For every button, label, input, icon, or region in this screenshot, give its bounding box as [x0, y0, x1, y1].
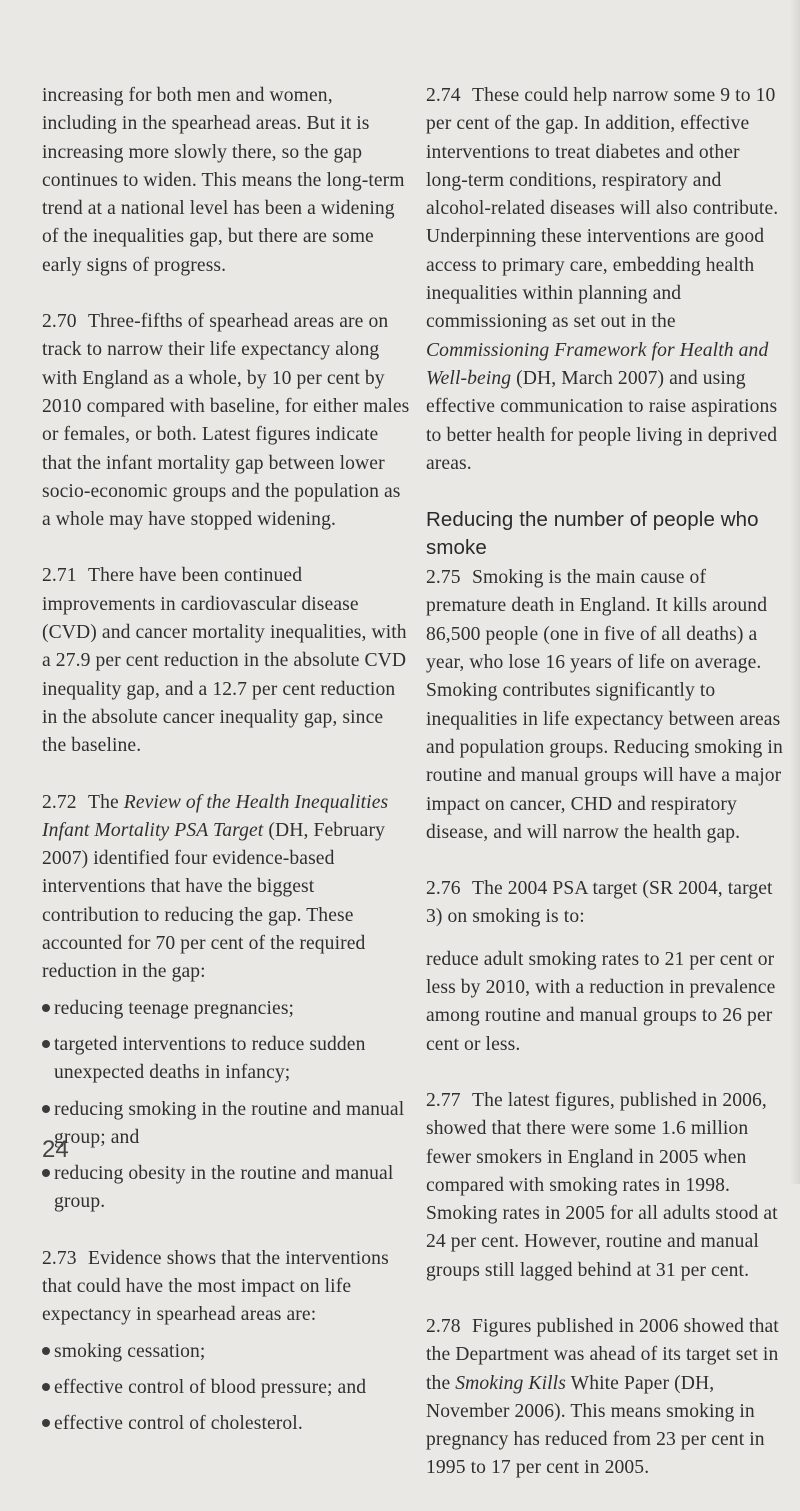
paragraph-2-76 — [426, 875, 784, 932]
paragraph-text: Evidence shows that the interventions that could have the most impact on life expectancy in spearhead areas are: — [42, 1247, 389, 1326]
section-heading: Reducing the number of people who smoke — [426, 508, 759, 560]
paragraph-text: The 2004 PSA target (SR 2004, target 3) on smoking is to: — [426, 878, 773, 928]
paragraph-text: These could help narrow some 9 to 10 per cent of the gap. In addition, effective interventions to treat diabetes and other long-term conditions, respiratory and alcohol-related diseases will also contribute. Underpinning these interventions are good access to primary care, embedding health inequalities within planning and commissioning as set out in the — [426, 85, 779, 333]
right-column — [426, 82, 784, 1511]
bullet-icon — [42, 1419, 50, 1427]
list-item: smoking cessation; — [42, 1338, 410, 1366]
paragraph-text: Three-fifths of spearhead areas are on track to narrow their life expectancy along with England as a whole, by 10 per cent by 2010 compared with baseline, for either males or females, or both. Latest figures indicate that the infant mortality gap between lower socio-economic groups and the population as a whole may have stopped widening. — [42, 311, 410, 531]
paragraph-text: Smoking is the main cause of premature death in England. It kills around 86,500 people (one in five of all deaths) a year, who lose 16 years of life on average. Smoking contributes significantly to inequalities in life expectancy between areas and population groups. Reducing smoking in routine and manual groups will have a major impact on cancer, CHD and respiratory disease, and will narrow the health gap. — [426, 567, 783, 843]
interventions-list — [42, 995, 410, 1217]
paragraph-text: The latest figures, published in 2006, showed that there were some 1.6 million fewer smokers in England in 2005 when compared with smoking rates in 1998. Smoking rates in 2005 for all adults stood at 24 per cent. However, routine and manual groups still lagged behind at 31 per cent. — [426, 1089, 778, 1281]
paragraph-number: 2.70 — [42, 311, 77, 333]
list-item: effective control of blood pressure; and — [42, 1374, 410, 1402]
paragraph-number: 2.76 — [426, 878, 461, 900]
paragraph-2-70 — [42, 308, 410, 534]
bullet-icon — [42, 1004, 50, 1012]
page-number: 24 — [42, 1136, 69, 1163]
paragraph-text: The — [88, 791, 119, 813]
life-expectancy-list — [42, 1338, 410, 1439]
page-edge-shadow — [790, 0, 800, 1184]
bullet-icon — [42, 1347, 50, 1355]
paragraph-text: Figures published in 2006 showed that the Department was ahead of its target set in the — [426, 1315, 779, 1394]
paragraph-2-75 — [426, 564, 784, 847]
paragraph-2-77 — [426, 1087, 784, 1285]
bullet-icon — [42, 1383, 50, 1391]
paragraph-2-71 — [42, 562, 410, 760]
left-column — [42, 82, 410, 1466]
target-quote: reduce adult smoking rates to 21 per cent or less by 2010, with a reduction in prevalence among routine and manual groups to 26 per cent or less. — [426, 948, 776, 1055]
bullet-icon — [42, 1169, 50, 1177]
list-item: reducing teenage pregnancies; — [42, 995, 410, 1023]
list-item: targeted interventions to reduce sudden unexpected deaths in infancy; — [42, 1031, 410, 1088]
document-title-italic: Review of the Health Inequalities Infant Mortality PSA Target — [42, 791, 389, 841]
paragraph-text: (DH, February 2007) identified four evidence-based interventions that have the biggest contribution to reducing the gap. These accounted for 70 per cent of the required reduction in the gap: — [42, 819, 385, 983]
paragraph-number: 2.75 — [426, 567, 461, 589]
paragraph-number: 2.73 — [42, 1247, 77, 1269]
paragraph-number: 2.78 — [426, 1315, 461, 1337]
paragraph-number: 2.77 — [426, 1089, 461, 1111]
bullet-icon — [42, 1105, 50, 1113]
paragraph-2-78 — [426, 1313, 784, 1483]
document-title-italic: Commissioning Framework for Health and Well-being — [426, 339, 769, 389]
document-title-italic: Smoking Kills — [455, 1372, 566, 1394]
paragraph-intro: increasing for both men and women, including in the spearhead areas. But it is increasing more slowly there, so the gap continues to widen. This means the long-term trend at a national level has been a widening of the inequalities gap, but there are some early signs of progress. — [42, 85, 405, 276]
bullet-icon — [42, 1040, 50, 1048]
paragraph-number: 2.71 — [42, 565, 77, 587]
paragraph-2-74 — [426, 82, 784, 478]
paragraph-2-73 — [42, 1245, 410, 1330]
paragraph-text: White Paper (DH, November 2006). This means smoking in pregnancy has reduced from 23 per cent in 1995 to 17 per cent in 2005. — [426, 1372, 765, 1479]
paragraph-text: (DH, March 2007) and using effective communication to raise aspirations to better health for people living in deprived areas. — [426, 367, 778, 474]
paragraph-number: 2.72 — [42, 791, 77, 813]
paragraph-text: There have been continued improvements in cardiovascular disease (CVD) and cancer mortality inequalities, with a 27.9 per cent reduction in the absolute CVD inequality gap, and a 12.7 per cent reduction in the absolute cancer inequality gap, since the baseline. — [42, 565, 407, 757]
list-item: reducing obesity in the routine and manual group. — [42, 1160, 410, 1217]
paragraph-number: 2.74 — [426, 85, 461, 106]
list-item: reducing smoking in the routine and manual group; and — [42, 1096, 410, 1153]
list-item: effective control of cholesterol. — [42, 1410, 410, 1438]
paragraph-2-72 — [42, 789, 410, 987]
